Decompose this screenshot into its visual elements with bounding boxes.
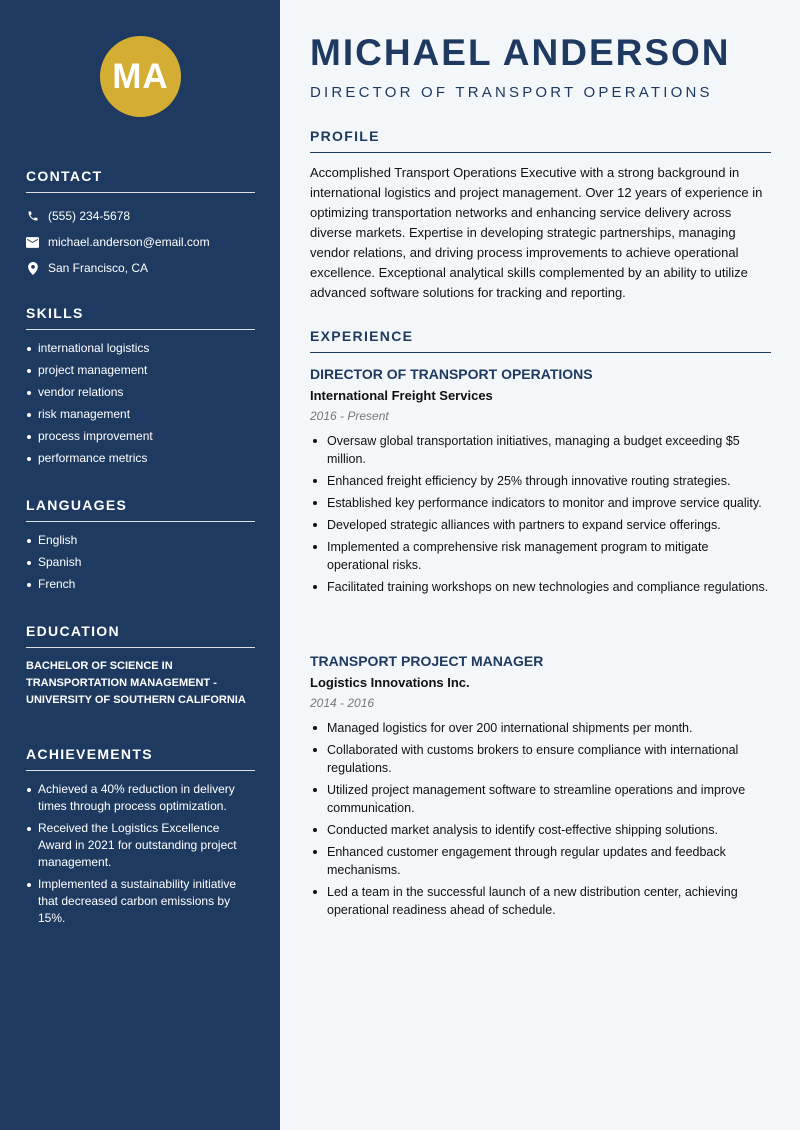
list-item: Developed strategic alliances with partners to expand service offerings. [310, 516, 771, 534]
list-item: process improvement [26, 428, 255, 445]
skills-list [26, 340, 255, 467]
achievements-section [26, 746, 255, 932]
email-text: michael.anderson@email.com [48, 235, 210, 249]
list-item: Oversaw global transportation initiatives, managing a budget exceeding $5 million. [310, 432, 771, 468]
contact-location [26, 255, 255, 281]
list-item: Achieved a 40% reduction in delivery times through process optimization. [26, 781, 255, 815]
job-bullets [310, 432, 771, 596]
list-item: Implemented a sustainability initiative that decreased carbon emissions by 15%. [26, 876, 255, 927]
list-item: vendor relations [26, 384, 255, 401]
achievements-heading: ACHIEVEMENTS [26, 746, 255, 771]
job-entry [310, 653, 771, 923]
list-item: Spanish [26, 554, 255, 571]
list-item: French [26, 576, 255, 593]
job-dates: 2016 - Present [310, 409, 389, 423]
languages-list [26, 532, 255, 593]
contact-section [26, 168, 255, 281]
list-item: Collaborated with customs brokers to ensure compliance with international regulations. [310, 741, 771, 777]
list-item: Conducted market analysis to identify cost-effective shipping solutions. [310, 821, 771, 839]
languages-heading: LANGUAGES [26, 497, 255, 522]
job-role: TRANSPORT PROJECT MANAGER [310, 653, 544, 669]
list-item: project management [26, 362, 255, 379]
list-item: Implemented a comprehensive risk management program to mitigate operational risks. [310, 538, 771, 574]
contact-phone [26, 203, 255, 229]
list-item: international logistics [26, 340, 255, 357]
candidate-name: MICHAEL ANDERSON [310, 32, 731, 73]
email-icon [26, 236, 39, 249]
sidebar [0, 0, 280, 1130]
profile-text: Accomplished Transport Operations Executive with a strong background in international logistics and project management. Over 12 years of experience in optimizing transportation networks and enhancing service delivery across diverse markets. Expertise in developing strategic partnerships, managing vendor relations, and driving process improvements to achieve operational excellence. Exceptional analytical skills complemented by an ability to utilize advanced software solutions for tracking and reporting. [310, 165, 763, 300]
phone-text: (555) 234-5678 [48, 209, 131, 223]
experience-heading: EXPERIENCE [310, 328, 771, 353]
job-company: International Freight Services [310, 388, 493, 403]
job-role: DIRECTOR OF TRANSPORT OPERATIONS [310, 366, 593, 382]
job-bullets [310, 719, 771, 919]
contact-email [26, 229, 255, 255]
candidate-title: DIRECTOR OF TRANSPORT OPERATIONS [310, 84, 713, 101]
location-text: San Francisco, CA [48, 261, 149, 275]
job-entry [310, 366, 771, 600]
list-item: risk management [26, 406, 255, 423]
list-item: Managed logistics for over 200 international shipments per month. [310, 719, 771, 737]
education-section [26, 623, 255, 709]
profile-heading: PROFILE [310, 128, 771, 153]
list-item: performance metrics [26, 450, 255, 467]
education-degree: BACHELOR OF SCIENCE IN TRANSPORTATION MANAGEMENT - UNIVERSITY OF SOUTHERN CALIFORNIA [26, 660, 246, 706]
education-heading: EDUCATION [26, 623, 255, 648]
achievements-list [26, 781, 255, 927]
job-company: Logistics Innovations Inc. [310, 675, 470, 690]
languages-section [26, 497, 255, 598]
list-item: English [26, 532, 255, 549]
skills-heading: SKILLS [26, 305, 255, 330]
location-pin-icon [26, 262, 39, 275]
list-item: Received the Logistics Excellence Award in 2021 for outstanding project management. [26, 820, 255, 871]
avatar-initials: MA [112, 56, 169, 96]
list-item: Led a team in the successful launch of a new distribution center, achieving operational readiness ahead of schedule. [310, 883, 771, 919]
phone-icon [26, 210, 39, 223]
avatar [100, 36, 181, 117]
list-item: Established key performance indicators to monitor and improve service quality. [310, 494, 771, 512]
list-item: Facilitated training workshops on new technologies and compliance regulations. [310, 578, 771, 596]
skills-section [26, 305, 255, 472]
experience-section [310, 328, 771, 353]
job-dates: 2014 - 2016 [310, 696, 375, 710]
list-item: Enhanced freight efficiency by 25% through innovative routing strategies. [310, 472, 771, 490]
profile-section [310, 128, 771, 303]
list-item: Enhanced customer engagement through regular updates and feedback mechanisms. [310, 843, 771, 879]
list-item: Utilized project management software to streamline operations and improve communication. [310, 781, 771, 817]
contact-heading: CONTACT [26, 168, 255, 193]
